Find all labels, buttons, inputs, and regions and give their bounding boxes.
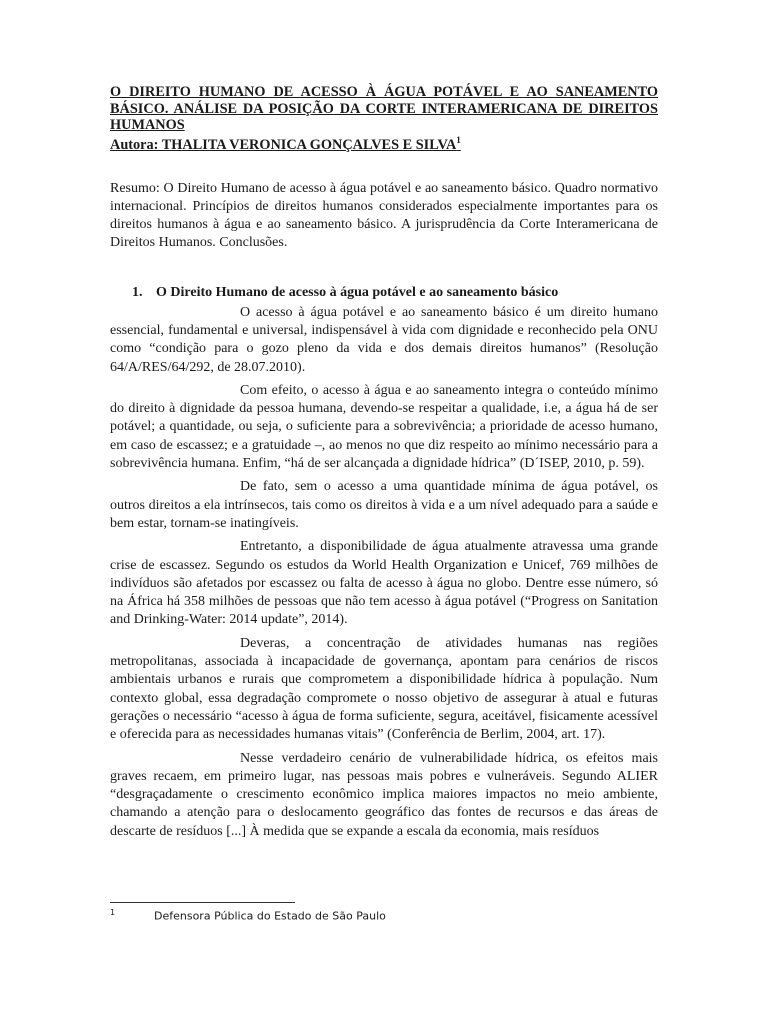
footnote-mark: 1 [110, 908, 116, 917]
abstract: Resumo: O Direito Humano de acesso à água potável e ao saneamento básico. Quadro normativo internacional. Princípios de direitos humanos considerados especialmente importantes para os direitos humanos à água e ao saneamento básico. A jurisprudência da Corte Interamericana de Direitos Humanos. Conclusões. [110, 180, 658, 251]
author-footnote-mark: 1 [456, 134, 461, 145]
paragraph: Com efeito, o acesso à água e ao saneamento integra o conteúdo mínimo do direito à dignidade da pessoa humana, devendo-se respeitar a qualidade, i.e, a água há de ser potável; a quantidade, ou seja, o suficiente para a sobrevivência; a prioridade de acesso humano, em caso de escassez; e a gratuidade –, ao menos no que diz respeito ao mínimo necessário para a sobrevivência humana. Enfim, “há de ser alcançada a dignidade hídrica” (D´ISEP, 2010, p. 59). [110, 382, 658, 472]
document-title: O DIREITO HUMANO DE ACESSO À ÁGUA POTÁVEL E AO SANEAMENTO BÁSICO. ANÁLISE DA POSIÇÃO DA CORTE INTERAMERICANA DE DIREITOS HUMANOS [110, 84, 658, 133]
footnote [110, 906, 386, 924]
section-body [110, 304, 658, 841]
author-name: Autora: THALITA VERONICA GONÇALVES E SILVA [110, 136, 457, 153]
section-heading [132, 284, 658, 302]
section-title: O Direito Humano de acesso à água potável e ao saneamento básico [156, 284, 559, 300]
paragraph: Deveras, a concentração de atividades humanas nas regiões metropolitanas, associada à incapacidade de governança, apontam para cenários de riscos ambientais urbanos e rurais que comprometem a disponibilidade hídrica à população. Num contexto global, essa degradação compromete o nosso objetivo de assegurar à atual e futuras gerações o necessário “acesso à água de forma suficiente, segura, aceitável, fisicamente acessível e oferecida para as necessidades humanas vitais” (Conferência de Berlim, 2004, art. 17). [110, 635, 658, 743]
paragraph: O acesso à água potável e ao saneamento básico é um direito humano essencial, fundamental e universal, indispensável à vida com dignidade e reconhecido pela ONU como “condição para o gozo pleno da vida e dos demais direitos humanos” (Resolução 64/A/RES/64/292, de 28.07.2010). [110, 304, 658, 375]
document-body [110, 84, 658, 841]
paragraph: De fato, sem o acesso a uma quantidade mínima de água potável, os outros direitos a ela intrínsecos, tais como os direitos à vida e a um nível adequado para a saúde e bem estar, tornam-se inatingíveis. [110, 479, 658, 531]
paragraph: Nesse verdadeiro cenário de vulnerabilidade hídrica, os efeitos mais graves recaem, em primeiro lugar, nas pessoas mais pobres e vulneráveis. Segundo ALIER “desgraçadamente o crescimento econômico implica maiores impactos no meio ambiente, chamando a atenção para o deslocamento geográfico das fontes de recursos e das áreas de descarte de resíduos [...] À medida que se expande a escala da economia, mais resíduos [110, 750, 658, 839]
footnote-separator [110, 902, 295, 903]
footnote-text: Defensora Pública do Estado de São Paulo [154, 909, 386, 923]
document-author [110, 134, 658, 154]
paragraph: Entretanto, a disponibilidade de água atualmente atravessa uma grande crise de escassez. Segundo os estudos da World Health Organization e Unicef, 769 milhões de indivíduos são afetados por escassez ou falta de acesso à água no globo. Dentre esse número, só na África há 358 milhões de pessoas que não tem acesso à água potável (“Progress on Sanitation and Drinking-Water: 2014 update”, 2014). [110, 539, 658, 628]
section-number: 1. [132, 284, 143, 300]
